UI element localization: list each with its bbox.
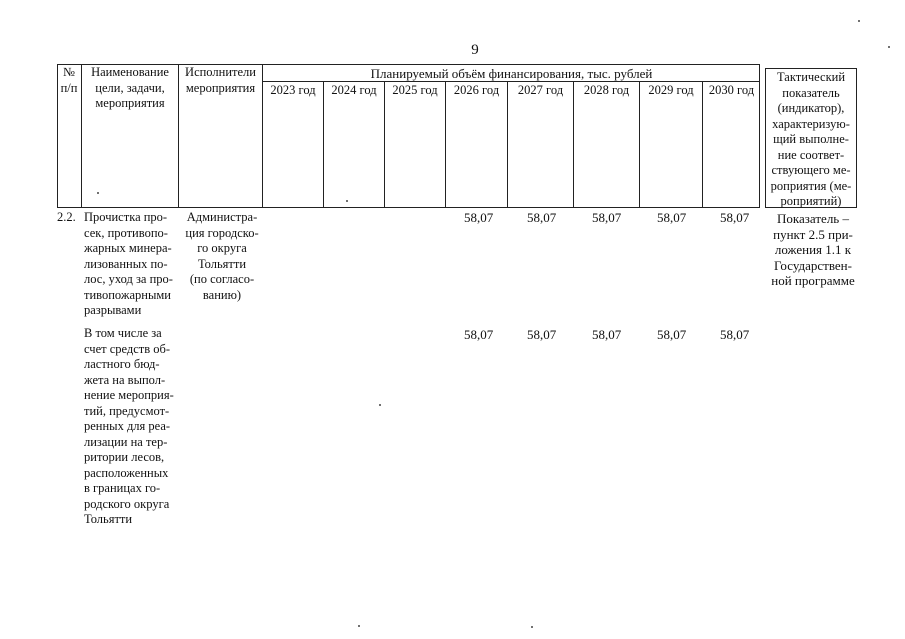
header-year: 2027 год [517,83,564,97]
header-executor: Исполнители мероприятия [185,65,256,95]
value-2027: 58,07 [527,327,557,342]
scan-speck [358,625,360,627]
header-year: 2024 год [331,83,377,97]
year-divider [323,81,324,208]
scan-speck [858,20,860,22]
scan-speck [379,404,381,406]
value-2029: 58,07 [657,327,687,342]
header-year: 2023 год [270,83,316,97]
header-name: Наименование цели, задачи, мероприятия [91,65,169,110]
year-divider [702,81,703,208]
scan-speck [888,46,890,48]
year-divider [507,81,508,208]
row-number: 2.2. [57,210,76,224]
value-2030: 58,07 [720,327,750,342]
year-divider [573,81,574,208]
header-funding-title: Планируемый объём финансирования, тыс. рублей [370,66,653,81]
page-number: 9 [471,42,479,58]
value-2027: 58,07 [527,210,557,225]
row-executor: Администра- ция городско- го округа Тольятти (по согласо- ванию) [185,210,259,302]
value-2030: 58,07 [720,210,750,225]
header-year: 2028 год [583,83,630,97]
value-2028: 58,07 [592,210,622,225]
scan-speck [346,200,348,202]
header-year: 2026 год [453,83,500,97]
year-divider [384,81,385,208]
header-indicator: Тактический показатель (индикатор), характеризую- щий выполне- ние соответ- ствующего ме- роприятия (ме- роприятий) [770,70,852,208]
header-number: № п/п [60,65,78,95]
value-2026: 58,07 [464,327,494,342]
header-year: 2029 год [648,83,694,97]
header-year: 2025 год [392,83,438,97]
value-2029: 58,07 [657,210,687,225]
row-indicator: Показатель – пункт 2.5 при- ложения 1.1 к Государствен- ной программе [771,211,855,288]
value-2026: 58,07 [464,210,494,225]
year-divider [639,81,640,208]
row-name: Прочистка про- сек, противопо- жарных минера- лизованных по- лос, уход за про- тивопожарными разрывами [84,210,173,317]
scan-speck [531,626,533,628]
year-divider [445,81,446,208]
row-name: В том числе за счет средств об- ластного бюд- жета на выпол- нение мероприя- тий, предусмот- ренных для реа- лизации на тер- ритории лесов, расположенных в границах го- родского округа Тольятти [84,326,174,526]
value-2028: 58,07 [592,327,622,342]
scan-speck [97,192,99,194]
header-year: 2030 год [708,83,755,97]
